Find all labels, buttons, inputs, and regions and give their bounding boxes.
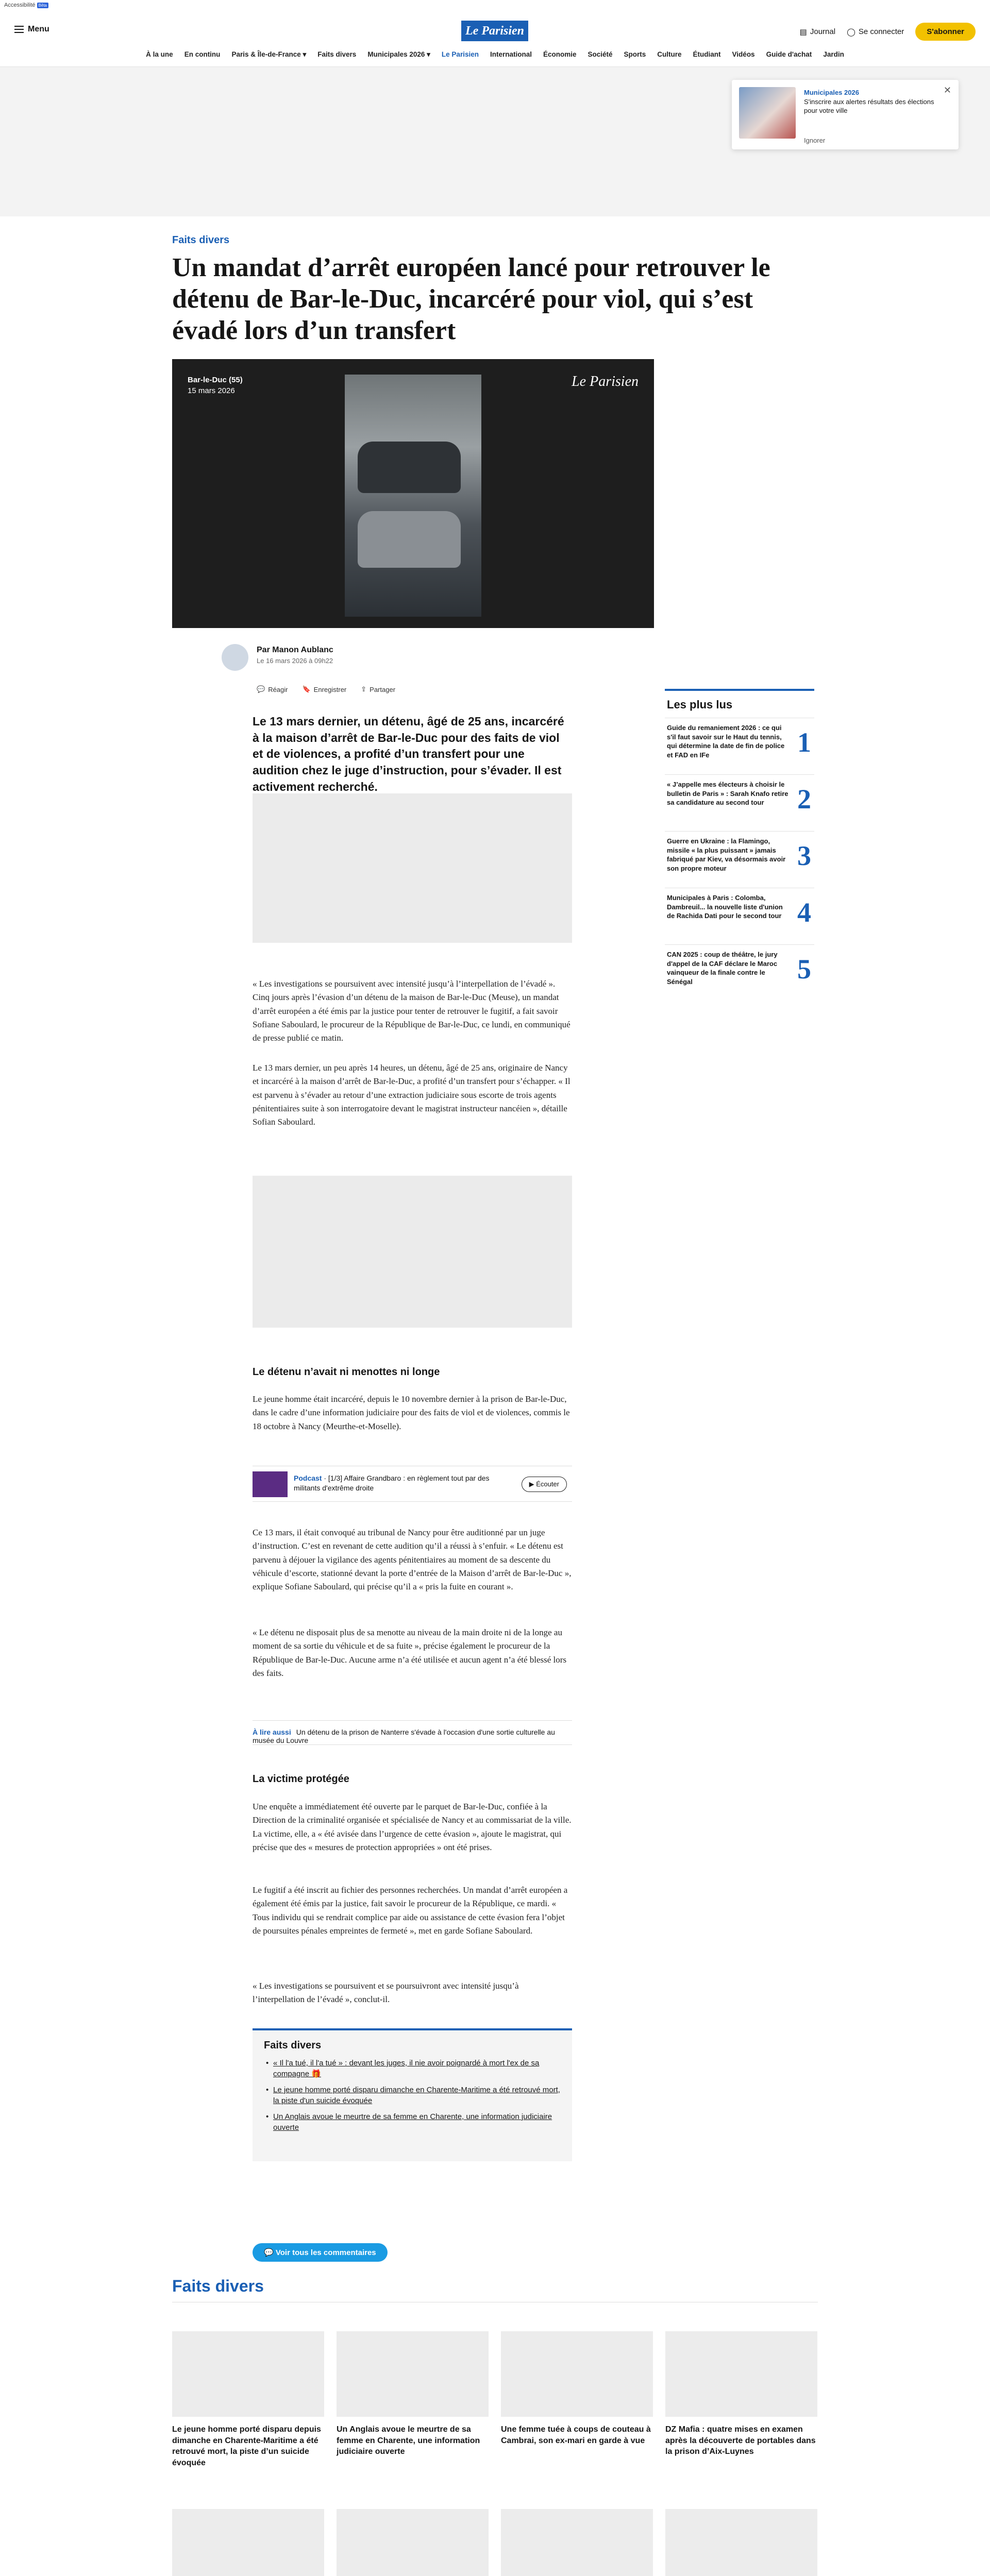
article-card[interactable] (172, 2509, 324, 2576)
most-read-rank: 4 (797, 897, 811, 928)
popup-text (804, 88, 943, 115)
card-title: Une femme tuée à coups de couteau à Cambrai, son ex-mari en garde à vue (501, 2425, 651, 2445)
most-read-item[interactable] (665, 774, 814, 831)
comment-icon: 💬 (257, 685, 265, 693)
play-button[interactable]: ▶ Écouter (522, 1477, 567, 1492)
article-card[interactable] (337, 2509, 489, 2576)
menu-button[interactable] (14, 25, 49, 34)
card-image (337, 2331, 489, 2417)
most-read-item[interactable] (665, 944, 814, 1001)
section-title[interactable]: Faits divers (172, 2277, 264, 2295)
ad-slot (253, 1176, 572, 1328)
save-button[interactable] (302, 685, 346, 693)
read-also-label: À lire aussi (253, 1728, 291, 1736)
nav-item[interactable]: International (490, 50, 532, 58)
site-header (0, 10, 990, 67)
card-image (501, 2331, 653, 2417)
accessibility-bar[interactable] (0, 0, 990, 10)
article-title: Un mandat d’arrêt européen lancé pour retrouver le détenu de Bar-le-Duc, incarcéré pour viol, qui s’est évadé lors d’un transfert (172, 253, 770, 345)
card-title: Un Anglais avoue le meurtre de sa femme en Charente, une information judiciaire ouverte (337, 2425, 480, 2456)
most-read-text: Municipales à Paris : Colomba, Dambreuil... la nouvelle liste d'union de Rachida Dati pour le second tour (667, 894, 783, 920)
ad-slot (253, 793, 572, 943)
publish-date: Le 16 mars 2026 à 09h22 (257, 657, 333, 665)
beta-badge: Bêta (37, 3, 48, 8)
read-also-link[interactable] (253, 1720, 572, 1745)
byline (257, 646, 333, 665)
card-image (337, 2509, 489, 2576)
nav-item[interactable]: Faits divers (317, 50, 357, 58)
article-card[interactable] (501, 2509, 653, 2576)
most-read-rank: 3 (797, 840, 811, 871)
share-icon: ⇪ (361, 685, 367, 693)
paragraph: « Les investigations se poursuivent avec intensité jusqu’à l’interpellation de l’évadé ». Cinq jours après l’évasion d’un détenu de la maison de Bar-le-Duc (Meuse), un mandat d’arrêt européen a été émis par la justice pour tenter de retrouver le fugitif, a fait savoir Sofiane Saboulard, le procureur de la République de Bar-le-Duc, ce lundi, en communiqué de presse publié ce matin. (253, 979, 570, 1043)
article-card[interactable] (172, 2331, 324, 2468)
login-link[interactable] (847, 27, 904, 37)
nav-item[interactable]: Société (588, 50, 613, 58)
author-name[interactable]: Par Manon Aublanc (257, 646, 333, 654)
paragraph: Le fugitif a été inscrit au fichier des personnes recherchées. Un mandat d’arrêt européen a également été émis par la justice, fait savoir le procureur de la République, ce mardi. « Tous individu qui se rendrait complice par aide ou assistance de cette évasion fera l’objet de poursuites pénales empreintes de fermeté », met en garde Sofiane Saboulard. (253, 1885, 568, 1936)
nav-item[interactable]: En continu (184, 50, 221, 58)
nav-item[interactable]: Guide d'achat (766, 50, 812, 58)
share-bar (257, 685, 395, 693)
user-icon: ◯ (847, 27, 855, 37)
article-kicker[interactable]: Faits divers (172, 234, 230, 246)
popup-kicker: Municipales 2026 (804, 89, 859, 96)
nav-item[interactable]: Économie (543, 50, 577, 58)
react-label: Réagir (268, 685, 288, 693)
section-heading: La victime protégée (253, 1773, 349, 1785)
most-read-rank: 2 (797, 784, 811, 815)
share-button[interactable] (361, 685, 395, 693)
most-read-item[interactable] (665, 831, 814, 888)
card-image (665, 2509, 817, 2576)
play-label: Écouter (536, 1480, 559, 1488)
accessibility-label: Accessibilité (4, 2, 36, 8)
related-link[interactable]: • Un Anglais avoue le meurtre de sa femme en Charente, une information judiciaire ouverte (273, 2111, 561, 2133)
paragraph: « Les investigations se poursuivent et se poursuivront avec intensité jusqu’à l’interpellation de l’évadé », conclut-il. (253, 1981, 519, 2005)
journal-label: Journal (810, 27, 836, 36)
card-image (172, 2331, 324, 2417)
nav-item[interactable]: Jardin (823, 50, 844, 58)
author-avatar (222, 644, 248, 671)
section-heading: Le détenu n’avait ni menottes ni longe (253, 1366, 440, 1378)
card-title: DZ Mafia : quatre mises en examen après la découverte de portables dans la prison d’Aix-Luynes (665, 2425, 816, 2456)
react-button[interactable] (257, 685, 288, 693)
nav-item[interactable]: Culture (657, 50, 682, 58)
hero-caption (188, 375, 243, 396)
podcast-embed[interactable] (253, 1466, 572, 1502)
card-image (172, 2509, 324, 2576)
newspaper-icon: ▤ (799, 27, 807, 37)
most-read-item[interactable] (665, 718, 814, 774)
article-card[interactable] (665, 2509, 817, 2576)
related-link[interactable]: • « Il l'a tué, il l'a tué » : devant les juges, il nie avoir poignardé à mort l'ex de sa compagne 🎁 (273, 2058, 561, 2079)
header-actions (800, 23, 976, 41)
podcast-label: Podcast (294, 1474, 322, 1482)
most-read-widget (665, 689, 814, 1001)
login-label: Se connecter (858, 27, 904, 36)
nav-item[interactable]: Étudiant (693, 50, 721, 58)
paragraph: Ce 13 mars, il était convoqué au tribunal de Nancy pour être auditionné par un juge d’instruction. C’est en revenant de cette audition qu’il a réussi à s’enfuir. « Le détenu est parvenu à déjouer la vigilance des agents pénitentiaires au moment de sa descente du véhicule d’escorte, stationné devant la porte d’entrée de la Maison d’arrêt de Bar-le-Duc », explique Sofiane Saboulard, qui précise qu’il a « pris la fuite en courant ». (253, 1528, 572, 1592)
podcast-text: Podcast · [1/3] Affaire Grandbaro : en règlement tout par des militants d'extrême droite (294, 1474, 490, 1492)
card-image (501, 2509, 653, 2576)
podcast-title: [1/3] Affaire Grandbaro : en règlement tout par des militants d'extrême droite (294, 1474, 490, 1492)
most-read-text: CAN 2025 : coup de théâtre, le jury d'appel de la CAF déclare le Maroc vainqueur de la finale contre le Sénégal (667, 951, 778, 986)
comments-button[interactable]: 💬 Voir tous les commentaires (253, 2243, 388, 2262)
related-title: Faits divers (264, 2040, 322, 2051)
article-lead: Le 13 mars dernier, un détenu, âgé de 25 ans, incarcéré à la maison d’arrêt de Bar-le-Duc pour des faits de viol et de violences, a profité d’un transfert pour une audition chez le juge d’instruction, pour s’évader. Il est activement recherché. (253, 715, 564, 793)
card-title: Le jeune homme porté disparu depuis dimanche en Charente-Maritime a été retrouvé mort, la piste d’un suicide évoquée (172, 2425, 321, 2467)
paragraph: Le jeune homme était incarcéré, depuis le 10 novembre dernier à la prison de Bar-le-Duc, dans le cadre d’une information judiciaire pour des faits de viol et de violences, commis le 18 octobre à Nancy (Meurthe-et-Moselle). (253, 1394, 570, 1431)
hero-image[interactable] (172, 359, 654, 628)
article-card[interactable] (665, 2331, 817, 2458)
hero-caption-date: 15 mars 2026 (188, 386, 235, 395)
most-read-text: « J’appelle mes électeurs à choisir le bulletin de Paris » : Sarah Knafo retire sa candidature au second tour (667, 781, 788, 807)
related-box (253, 2028, 572, 2161)
close-icon[interactable]: ✕ (943, 85, 951, 95)
nav-item[interactable]: Sports (624, 50, 646, 58)
podcast-cover (253, 1471, 288, 1497)
comments-label: Voir tous les commentaires (275, 2248, 376, 2257)
most-read-rank: 1 (797, 727, 811, 758)
dismiss-link[interactable]: Ignorer (804, 137, 826, 144)
nav-item[interactable]: Municipales 2026 ▾ (367, 50, 430, 58)
paragraph: Le 13 mars dernier, un peu après 14 heures, un détenu, âgé de 25 ans, originaire de Nancy et incarcéré à la maison d’arrêt de Bar-le-Duc, a profité d’un transfert pour s’échapper. « Il est parvenu à s’évader au retour d’une extraction judiciaire sous escorte de trois agents pénitentiaires suite à son interrogatoire devant le magistrat instructeur nancéien », détaille Sofian Saboulard. (253, 1063, 570, 1127)
site-logo[interactable]: Le Parisien (461, 21, 528, 41)
bookmark-icon: 🔖 (302, 685, 311, 693)
most-read-text: Guerre en Ukraine : la Flamingo, missile « la plus puissant » jamais fabriqué par Kiev, va désormais avoir son propre moteur (667, 837, 786, 872)
read-also-text: Un détenu de la prison de Nanterre s'évade à l'occasion d'une sortie culturelle au musée du Louvre (253, 1728, 555, 1744)
save-label: Enregistrer (313, 685, 347, 693)
menu-label: Menu (28, 25, 49, 33)
hero-watermark: Le Parisien (572, 374, 639, 389)
nav-item[interactable]: Paris & Île-de-France ▾ (231, 50, 307, 58)
popup-message: S'inscrire aux alertes résultats des élections pour votre ville (804, 97, 934, 115)
hero-caption-place: Bar-le-Duc (55) (188, 376, 243, 384)
card-image (665, 2331, 817, 2417)
share-label: Partager (370, 685, 396, 693)
subscribe-button[interactable]: S'abonner (915, 23, 976, 41)
paragraph: « Le détenu ne disposait plus de sa menotte au niveau de la main droite ni de la longe au moment de sa sortie du véhicule et de sa fuite », précise également le procureur de la République de Bar-le-Duc. Aucune arme n’a été utilisée et aucun agent n’a été blessé lors des faits. (253, 1628, 567, 1679)
main-nav (0, 50, 990, 59)
article-card[interactable] (337, 2331, 489, 2458)
alert-popup[interactable] (732, 80, 959, 149)
journal-link[interactable] (800, 27, 835, 37)
most-read-text: Guide du remaniement 2026 : ce qui s'il faut savoir sur le Haut du tennis, qui détermine la date de fin de police et FAD en IFe (667, 724, 785, 759)
article-card[interactable] (501, 2331, 653, 2446)
nav-item[interactable]: À la une (146, 50, 173, 58)
most-read-title: Les plus lus (667, 698, 733, 711)
most-read-rank: 5 (797, 954, 811, 985)
nav-item[interactable]: Le Parisien (441, 50, 479, 58)
most-read-item[interactable] (665, 888, 814, 944)
popup-image (739, 87, 796, 139)
related-link[interactable]: • Le jeune homme porté disparu dimanche en Charente-Maritime a été retrouvé mort, la piste d'un suicide évoquée (273, 2084, 561, 2106)
paragraph: Une enquête a immédiatement été ouverte par le parquet de Bar-le-Duc, confiée à la Direction de la criminalité organisée et spécialisée de Nancy et au commissariat de la ville. La victime, elle, a « été avisée dans l’urgence de cette évasion », ajoute le magistrat, qui précise que des « mesures de protection appropriées » ont été prises. (253, 1802, 572, 1853)
photo-frame (345, 375, 481, 617)
photo-car (358, 442, 461, 493)
hamburger-icon (14, 26, 24, 33)
nav-item[interactable]: Vidéos (732, 50, 755, 58)
photo-car (358, 511, 461, 568)
